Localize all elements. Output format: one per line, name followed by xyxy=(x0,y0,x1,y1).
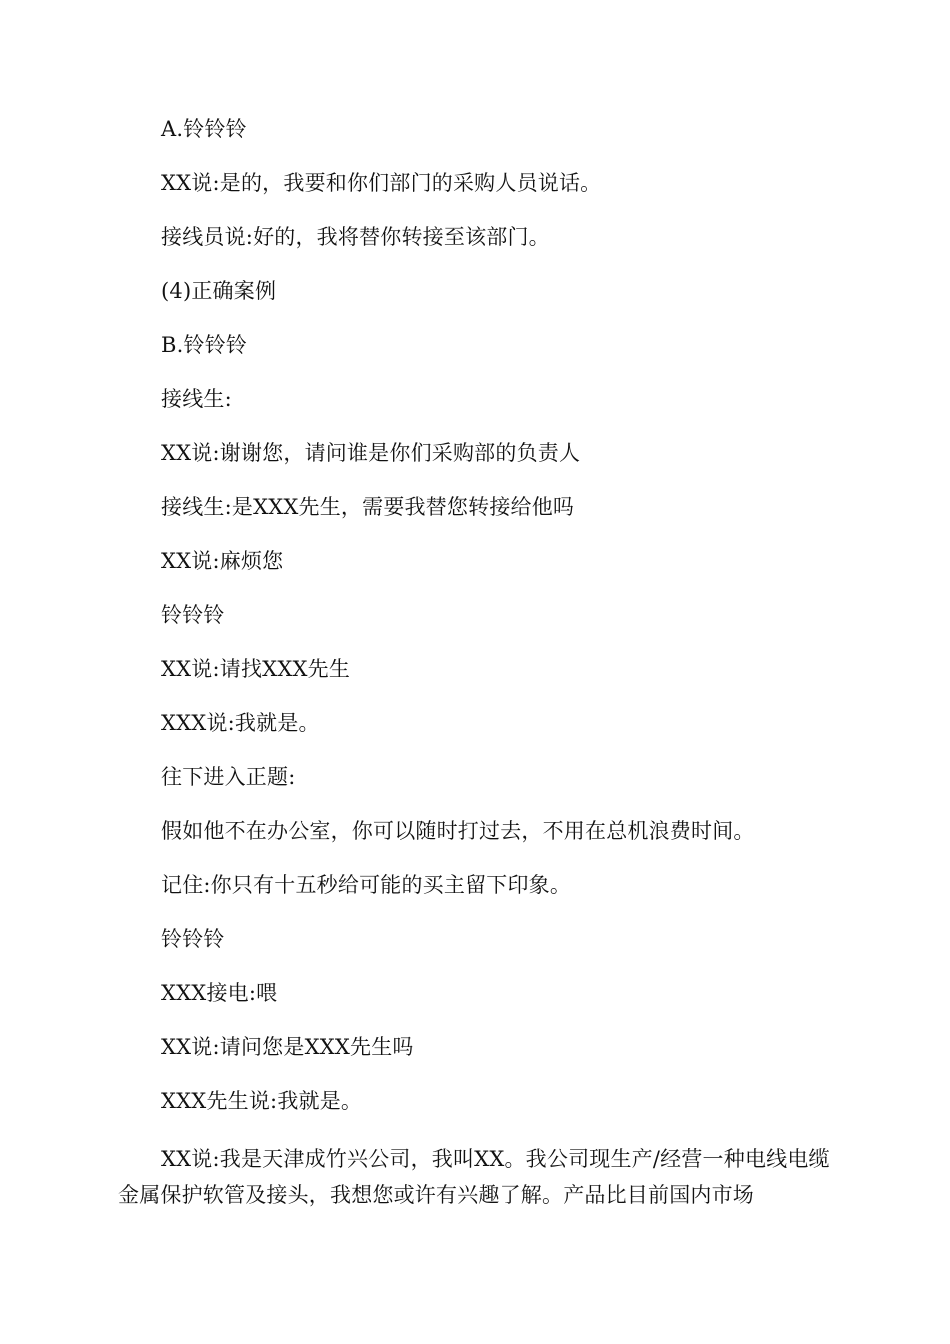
body-paragraph: XX说:我是天津成竹兴公司，我叫XX。我公司现生产/经营一种电线电缆金属保护软管及接头，我想您或许有兴趣了解。产品比目前国内市场 xyxy=(118,1147,830,1207)
dialogue-line: XX说:请找XXX先生 xyxy=(161,657,351,681)
dialogue-line: 往下进入正题: xyxy=(161,765,296,789)
dialogue-line: XX说:是的，我要和你们部门的采购人员说话。 xyxy=(161,171,602,195)
dialogue-line: XXX先生说:我就是。 xyxy=(161,1089,363,1113)
dialogue-line: XX说:谢谢您，请问谁是你们采购部的负责人 xyxy=(161,441,581,465)
dialogue-line: XX说:请问您是XXX先生吗 xyxy=(161,1035,414,1059)
dialogue-line: 接线生: xyxy=(161,387,232,411)
dialogue-line: XXX接电:喂 xyxy=(161,981,278,1005)
dialogue-line: 铃铃铃 xyxy=(161,927,225,951)
dialogue-line: 铃铃铃 xyxy=(161,603,225,627)
dialogue-line: XX说:麻烦您 xyxy=(161,549,284,573)
dialogue-line: 假如他不在办公室，你可以随时打过去，不用在总机浪费时间。 xyxy=(161,819,755,843)
dialogue-line: 接线员说:好的，我将替你转接至该部门。 xyxy=(161,225,550,249)
section-heading: (4)正确案例 xyxy=(161,279,277,303)
dialogue-line: B.铃铃铃 xyxy=(161,333,248,357)
dialogue-line: 接线生:是XXX先生，需要我替您转接给他吗 xyxy=(161,495,575,519)
dialogue-line: XXX说:我就是。 xyxy=(161,711,320,735)
dialogue-line: A.铃铃铃 xyxy=(161,117,247,141)
dialogue-line: 记住:你只有十五秒给可能的买主留下印象。 xyxy=(161,873,572,897)
